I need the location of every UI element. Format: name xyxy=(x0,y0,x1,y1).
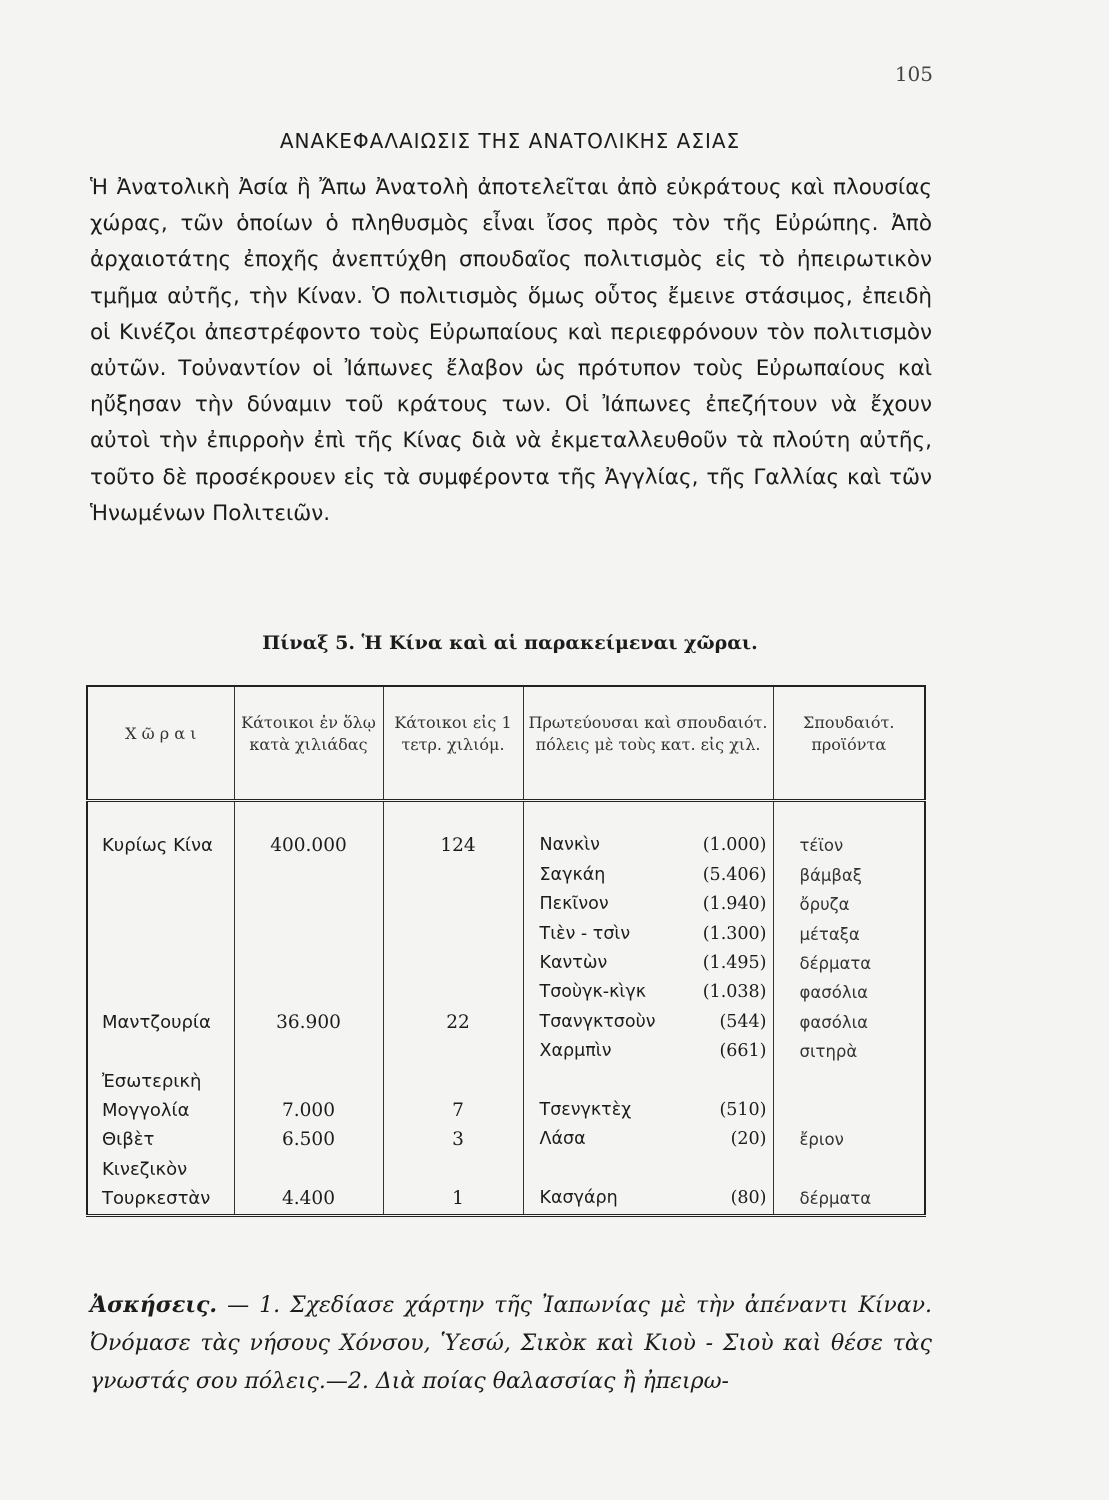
city-name: Τσενγκτὲχ xyxy=(539,1100,632,1121)
city-name: Χαρμπὶν xyxy=(539,1041,612,1062)
country-cell xyxy=(87,890,234,919)
table-row xyxy=(87,1037,925,1066)
city-name: Νανκὶν xyxy=(539,835,600,856)
city-name: Καντὼν xyxy=(539,953,608,974)
table-row xyxy=(87,831,925,860)
product-cell xyxy=(773,1067,925,1096)
product-cell: βάμβαξ xyxy=(773,861,925,890)
capital-entry xyxy=(530,1096,767,1125)
city-population: (1.000) xyxy=(702,835,767,856)
capital-cell xyxy=(523,1008,773,1037)
capital-cell xyxy=(523,861,773,890)
inhabitants-cell xyxy=(234,949,383,978)
density-cell xyxy=(383,861,523,890)
table-row xyxy=(87,978,925,1007)
city-name: Τσανγκτσοὺν xyxy=(539,1011,656,1032)
header-density: Κάτοικοι εἰς 1 τετρ. χιλιόμ. xyxy=(383,686,523,801)
inhabitants-cell xyxy=(234,1067,383,1096)
exercises xyxy=(90,1286,932,1401)
table-row xyxy=(87,890,925,919)
inhabitants-cell: 7.000 xyxy=(234,1096,383,1125)
product-cell: μέταξα xyxy=(773,920,925,949)
city-population: (5.406) xyxy=(702,864,767,885)
header-capitals: Πρωτεύουσαι καὶ σπουδαιότ. πόλεις μὲ τοὺς κατ. εἰς χιλ. xyxy=(523,686,773,801)
density-cell: 1 xyxy=(383,1184,523,1215)
city-population: (1.495) xyxy=(702,953,767,974)
table-row xyxy=(87,1184,925,1215)
density-cell xyxy=(383,1037,523,1066)
product-cell: δέρματα xyxy=(773,1184,925,1215)
product-cell: δέρματα xyxy=(773,949,925,978)
country-cell xyxy=(87,861,234,890)
inhabitants-cell: 4.400 xyxy=(234,1184,383,1215)
capital-cell xyxy=(523,1096,773,1125)
capital-cell xyxy=(523,1155,773,1184)
inhabitants-cell xyxy=(234,920,383,949)
capital-entry xyxy=(530,1184,767,1213)
density-cell: 7 xyxy=(383,1096,523,1125)
city-population: (510) xyxy=(719,1100,767,1121)
capital-entry xyxy=(530,890,767,919)
capital-entry xyxy=(530,1037,767,1066)
country-cell: Κυρίως Κίνα xyxy=(87,831,234,860)
city-name: Λάσα xyxy=(539,1129,586,1150)
city-name: Τιὲν - τσὶν xyxy=(539,923,631,944)
capital-entry xyxy=(530,1125,767,1154)
density-cell xyxy=(383,1155,523,1184)
country-cell: Ἐσωτερικὴ xyxy=(87,1067,234,1096)
inhabitants-cell: 36.900 xyxy=(234,1008,383,1037)
capital-cell xyxy=(523,949,773,978)
product-cell: ὄρυζα xyxy=(773,890,925,919)
country-cell: Θιβὲτ xyxy=(87,1125,234,1154)
capital-entry xyxy=(530,920,767,949)
city-name: Σαγκάη xyxy=(539,864,606,885)
product-cell: φασόλια xyxy=(773,978,925,1007)
city-name: Πεκῖνον xyxy=(539,894,609,915)
table-title: Πίναξ 5. Ἡ Κίνα καὶ αἱ παρακείμεναι χῶραι. xyxy=(262,632,758,654)
inhabitants-cell xyxy=(234,890,383,919)
city-population: (1.038) xyxy=(702,982,767,1003)
country-cell xyxy=(87,1037,234,1066)
density-cell xyxy=(383,920,523,949)
country-cell: Μογγολία xyxy=(87,1096,234,1125)
summary-paragraph: Ἡ Ἀνατολικὴ Ἀσία ἢ Ἄπω Ἀνατολὴ ἀποτελεῖται ἀπὸ εὐκράτους καὶ πλουσίας χώρας, τῶν ὁποίων ὁ πληθυσμὸς εἶναι ἴσος πρὸς τὸν τῆς Εὐρώπης. Ἀπὸ ἀρχαιοτάτης ἐποχῆς ἀνεπτύχθη σπουδαῖος πολιτισμὸς εἰς τὸ ἠπειρωτικὸν τμῆμα αὐτῆς, τὴν Κίναν. Ὁ πολιτισμὸς ὅμως οὗτος ἔμεινε στάσιμος, ἐπειδὴ οἱ Κινέζοι ἀπεστρέφοντο τοὺς Εὐρωπαίους καὶ περιεφρόνουν τὸν πολιτισμὸν αὐτῶν. Τοὐναντίον οἱ Ἰάπωνες ἔλαβον ὡς πρότυπον τοὺς Εὐρωπαίους καὶ ηὔξησαν τὴν δύναμιν τοῦ κράτους των. Οἱ Ἰάπωνες ἐπεζήτουν νὰ ἔχουν αὐτοὶ τὴν ἐπιρροὴν ἐπὶ τῆς Κίνας διὰ νὰ ἐκμεταλλευθοῦν τὰ πλούτη αὐτῆς, τοῦτο δὲ προσέκρουεν εἰς τὰ συμφέροντα τῆς Ἀγγλίας, τῆς Γαλλίας καὶ τῶν Ἡνωμένων Πολιτειῶν. xyxy=(90,175,932,526)
capital-entry xyxy=(530,949,767,978)
density-cell xyxy=(383,1067,523,1096)
table-row xyxy=(87,1155,925,1184)
country-cell: Τουρκεστὰν xyxy=(87,1184,234,1215)
city-population: (20) xyxy=(730,1129,767,1150)
capital-cell xyxy=(523,890,773,919)
section-heading: ΑΝΑΚΕΦΑΛΑΙΩΣΙΣ ΤΗΣ ΑΝΑΤΟΛΙΚΗΣ ΑΣΙΑΣ xyxy=(279,129,741,154)
capital-cell xyxy=(523,831,773,860)
country-cell: Μαντζουρία xyxy=(87,1008,234,1037)
capital-entry xyxy=(530,1008,767,1037)
inhabitants-cell: 6.500 xyxy=(234,1125,383,1154)
table-row xyxy=(87,920,925,949)
product-cell: σιτηρὰ xyxy=(773,1037,925,1066)
density-cell: 22 xyxy=(383,1008,523,1037)
capital-entry xyxy=(530,831,767,860)
density-cell xyxy=(383,890,523,919)
table-body xyxy=(87,801,925,1216)
city-population: (661) xyxy=(719,1041,767,1062)
table-row xyxy=(87,1008,925,1037)
capital-cell xyxy=(523,1067,773,1096)
capital-cell xyxy=(523,1184,773,1215)
capital-cell xyxy=(523,1125,773,1154)
city-population: (80) xyxy=(730,1188,767,1209)
density-cell xyxy=(383,978,523,1007)
capital-cell xyxy=(523,978,773,1007)
country-cell: Κινεζικὸν xyxy=(87,1155,234,1184)
exercises-label: Ἀσκήσεις. xyxy=(90,1292,218,1318)
header-countries: Χ ῶ ρ α ι xyxy=(87,686,234,801)
product-cell: ἔριον xyxy=(773,1125,925,1154)
table-row xyxy=(87,1096,925,1125)
inhabitants-cell: 400.000 xyxy=(234,831,383,860)
capital-cell xyxy=(523,920,773,949)
inhabitants-cell xyxy=(234,978,383,1007)
inhabitants-cell xyxy=(234,1155,383,1184)
table-header-row xyxy=(87,686,925,801)
product-cell: τέϊον xyxy=(773,831,925,860)
city-population: (544) xyxy=(719,1011,767,1032)
table-row xyxy=(87,1125,925,1154)
product-cell: φασόλια xyxy=(773,1008,925,1037)
capital-entry xyxy=(530,861,767,890)
city-population: (1.940) xyxy=(702,894,767,915)
city-name: Κασγάρη xyxy=(539,1188,618,1209)
header-products: Σπουδαιότ. προϊόντα xyxy=(773,686,925,801)
city-population: (1.300) xyxy=(702,923,767,944)
table-row xyxy=(87,949,925,978)
country-cell xyxy=(87,949,234,978)
inhabitants-cell xyxy=(234,1037,383,1066)
table-row xyxy=(87,861,925,890)
density-cell: 124 xyxy=(383,831,523,860)
country-cell xyxy=(87,978,234,1007)
density-cell: 3 xyxy=(383,1125,523,1154)
capital-cell xyxy=(523,1037,773,1066)
density-cell xyxy=(383,949,523,978)
table-row xyxy=(87,1067,925,1096)
china-neighbors-table xyxy=(86,685,926,1217)
country-cell xyxy=(87,920,234,949)
table-spacer-row xyxy=(87,801,925,832)
product-cell xyxy=(773,1155,925,1184)
inhabitants-cell xyxy=(234,861,383,890)
page-number: 105 xyxy=(894,62,933,86)
capital-entry xyxy=(530,978,767,1007)
product-cell xyxy=(773,1096,925,1125)
header-inhabitants: Κάτοικοι ἐν ὅλῳ κατὰ χιλιάδας xyxy=(234,686,383,801)
city-name: Τσοὺγκ-κὶγκ xyxy=(539,982,647,1003)
exercises-text: — 1. Σχεδίασε χάρτην τῆς Ἰαπωνίας μὲ τὴν ἀπέναντι Κίναν. Ὀνόμασε τὰς νήσους Χόνσου, Ὑεσώ, Σικὸκ καὶ Κιοὺ - Σιοὺ καὶ θέσε τὰς γνωστάς σου πόλεις.—2. Διὰ ποίας θαλασσίας ἢ ἠπειρω- xyxy=(90,1293,932,1394)
